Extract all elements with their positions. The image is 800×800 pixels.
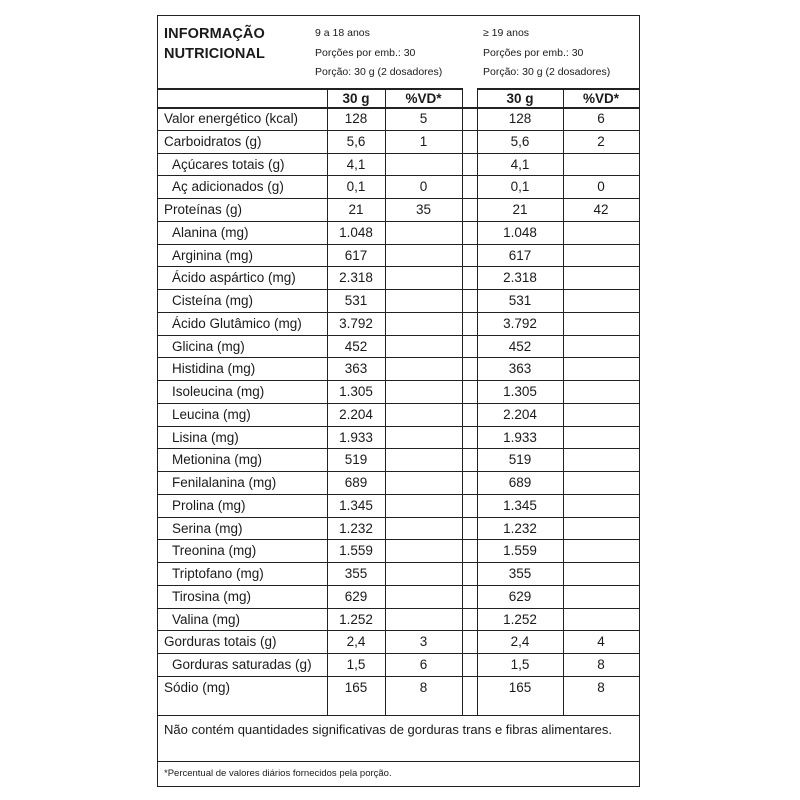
amount-9-18: 1.305 — [339, 384, 373, 399]
daily-value-9-18: 5 — [419, 111, 428, 126]
amount-9-18: 689 — [344, 475, 368, 490]
daily-value-9-18 — [385, 245, 462, 268]
daily-value-19-plus — [563, 540, 639, 563]
nutrient-label: Alanina (mg) — [172, 224, 249, 240]
daily-value-9-18: 3 — [419, 634, 428, 650]
daily-value-19-plus — [563, 495, 639, 518]
title-line-1: INFORMAÇÃO — [164, 26, 265, 42]
nutrient-row — [158, 654, 638, 677]
nutrient-row — [158, 472, 638, 495]
amount-9-18: 452 — [344, 338, 368, 354]
daily-value-9-18 — [385, 563, 462, 586]
nutrient-row — [158, 563, 638, 586]
nutrient-label: Açúcares totais (g) — [172, 156, 285, 172]
nutrient-label: Arginina (mg) — [172, 247, 254, 263]
nutrient-label: Ácido aspártico (mg) — [172, 270, 296, 286]
header-top-rule-right — [477, 88, 639, 90]
daily-value-9-18 — [385, 495, 462, 518]
amount-9-18: 355 — [344, 566, 368, 581]
servings-per-pack-9-18: Porções por emb.: 30 — [315, 46, 416, 59]
amount-9-18: 165 — [344, 679, 368, 695]
amount-19-plus: 1.252 — [503, 611, 537, 627]
nutrient-label: Serina (mg) — [172, 520, 243, 536]
nutrient-label: Prolina (mg) — [172, 497, 246, 513]
amount-19-plus: 128 — [508, 111, 532, 126]
amount-19-plus: 531 — [508, 293, 532, 308]
nutrient-label: Aç adicionados (g) — [172, 179, 284, 195]
nutrient-label: Treonina (mg) — [172, 543, 257, 559]
nutrient-label: Valor energético (kcal) — [164, 111, 299, 126]
amount-9-18: 1,5 — [346, 657, 366, 672]
amount-19-plus: 2.204 — [503, 406, 537, 422]
daily-value-19-plus: 8 — [597, 657, 605, 672]
nutrition-facts-panel — [157, 15, 640, 787]
nutrient-row — [158, 154, 638, 177]
amount-19-plus: 0,1 — [510, 179, 530, 195]
nutrient-row — [158, 586, 638, 609]
amount-19-plus: 2.318 — [503, 270, 537, 286]
trans-fat-note: Não contém quantidades significativas de gorduras trans e fibras alimentares. — [164, 722, 613, 737]
amount-19-plus: 1.933 — [503, 429, 537, 445]
daily-value-19-plus — [563, 404, 639, 427]
nutrient-row — [158, 381, 638, 404]
daily-value-19-plus — [563, 449, 639, 472]
header-vd-19-plus: %VD* — [582, 91, 619, 106]
daily-value-19-plus — [563, 472, 639, 495]
amount-9-18: 1.048 — [339, 224, 373, 240]
nutrient-label: Gorduras saturadas (g) — [172, 657, 312, 672]
amount-19-plus: 21 — [512, 202, 528, 217]
daily-value-9-18 — [385, 609, 462, 632]
daily-value-9-18 — [385, 404, 462, 427]
daily-value-9-18 — [385, 154, 462, 177]
servings-per-pack-19-plus: Porções por emb.: 30 — [483, 46, 584, 59]
table-bottom-rule — [158, 715, 639, 716]
daily-value-19-plus — [563, 290, 639, 313]
nutrient-label: Histidina (mg) — [172, 361, 256, 377]
nutrient-row — [158, 427, 638, 450]
daily-value-19-plus — [563, 358, 639, 381]
nutrient-label: Isoleucina (mg) — [172, 384, 265, 399]
amount-9-18: 2,4 — [346, 634, 366, 650]
nutrient-label: Tirosina (mg) — [172, 588, 252, 604]
amount-9-18: 629 — [344, 588, 368, 604]
daily-value-9-18 — [385, 222, 462, 245]
nutrient-row — [158, 199, 638, 222]
daily-value-19-plus — [563, 518, 639, 541]
nutrient-row — [158, 290, 638, 313]
nutrient-row — [158, 336, 638, 359]
amount-19-plus: 3.792 — [503, 315, 537, 331]
nutrient-row — [158, 449, 638, 472]
daily-value-9-18 — [385, 358, 462, 381]
amount-9-18: 1.933 — [339, 429, 373, 445]
daily-value-19-plus: 8 — [597, 679, 605, 695]
daily-value-19-plus — [563, 245, 639, 268]
amount-19-plus: 617 — [508, 247, 532, 263]
daily-value-19-plus — [563, 563, 639, 586]
note-bottom-rule — [158, 761, 639, 762]
daily-value-19-plus — [563, 586, 639, 609]
nutrient-row — [158, 267, 638, 290]
amount-19-plus: 1.305 — [503, 384, 537, 399]
nutrient-row — [158, 540, 638, 563]
title-line-2: NUTRICIONAL — [164, 46, 265, 62]
nutrient-row — [158, 404, 638, 427]
daily-value-9-18 — [385, 313, 462, 336]
nutrient-row — [158, 313, 638, 336]
daily-value-19-plus — [563, 154, 639, 177]
amount-19-plus: 629 — [508, 588, 532, 604]
daily-value-19-plus: 0 — [597, 179, 605, 195]
daily-value-9-18: 6 — [419, 657, 428, 672]
amount-9-18: 4,1 — [346, 156, 366, 172]
serving-info-9-18 — [315, 24, 442, 83]
daily-value-9-18 — [385, 427, 462, 450]
nutrient-label: Lisina (mg) — [172, 429, 239, 445]
daily-value-19-plus: 4 — [597, 634, 605, 650]
daily-value-9-18: 1 — [419, 133, 428, 149]
amount-9-18: 1.252 — [339, 611, 373, 627]
amount-19-plus: 1.048 — [503, 224, 537, 240]
amount-19-plus: 1,5 — [510, 657, 530, 672]
nutrient-label: Fenilalanina (mg) — [172, 475, 277, 490]
nutrient-row — [158, 631, 638, 654]
daily-value-19-plus — [563, 336, 639, 359]
header-qty-9-18: 30 g — [342, 91, 370, 106]
amount-19-plus: 5,6 — [510, 133, 530, 149]
nutrient-label: Triptofano (mg) — [172, 566, 264, 581]
daily-value-19-plus — [563, 381, 639, 404]
amount-9-18: 2.204 — [339, 406, 373, 422]
amount-9-18: 21 — [348, 202, 364, 217]
daily-value-19-plus — [563, 222, 639, 245]
amount-9-18: 3.792 — [339, 315, 373, 331]
daily-value-9-18 — [385, 336, 462, 359]
amount-19-plus: 2,4 — [510, 634, 530, 650]
nutrient-row — [158, 677, 638, 700]
amount-9-18: 2.318 — [339, 270, 373, 286]
daily-value-9-18 — [385, 586, 462, 609]
daily-value-9-18 — [385, 518, 462, 541]
amount-19-plus: 1.559 — [503, 543, 537, 559]
daily-value-9-18 — [385, 540, 462, 563]
daily-value-19-plus — [563, 267, 639, 290]
header-top-rule-left — [158, 88, 462, 90]
nutrient-label: Ácido Glutâmico (mg) — [172, 315, 302, 331]
serving-size-19-plus: Porção: 30 g (2 dosadores) — [483, 66, 611, 78]
amount-9-18: 531 — [344, 293, 368, 308]
daily-value-9-18 — [385, 449, 462, 472]
amount-9-18: 128 — [344, 111, 368, 126]
amount-19-plus: 519 — [508, 452, 532, 468]
nutrient-table — [158, 108, 638, 700]
amount-19-plus: 4,1 — [510, 156, 530, 172]
nutrient-row — [158, 358, 638, 381]
daily-value-9-18: 0 — [419, 179, 428, 195]
amount-19-plus: 689 — [508, 475, 532, 490]
amount-9-18: 1.345 — [339, 497, 373, 513]
amount-19-plus: 363 — [508, 361, 532, 377]
panel-title — [164, 24, 265, 64]
nutrient-row — [158, 131, 638, 154]
amount-9-18: 519 — [344, 452, 368, 468]
daily-value-19-plus: 42 — [593, 202, 609, 217]
amount-19-plus: 165 — [508, 679, 532, 695]
daily-value-19-plus: 6 — [597, 111, 605, 126]
nutrient-label: Carboidratos (g) — [164, 133, 262, 149]
age-range-19-plus: ≥ 19 anos — [483, 27, 530, 39]
amount-9-18: 1.559 — [339, 543, 373, 559]
serving-info-19-plus — [483, 24, 610, 83]
amount-19-plus: 1.232 — [503, 520, 537, 536]
nutrient-label: Gorduras totais (g) — [164, 634, 277, 650]
nutrient-label: Proteínas (g) — [164, 202, 243, 217]
nutrient-label: Valina (mg) — [172, 611, 241, 627]
amount-19-plus: 1.345 — [503, 497, 537, 513]
header-vd-9-18: %VD* — [405, 91, 442, 106]
header-qty-19-plus: 30 g — [506, 91, 534, 106]
amount-9-18: 0,1 — [346, 179, 366, 195]
nutrient-row — [158, 518, 638, 541]
daily-value-9-18 — [385, 472, 462, 495]
nutrient-row — [158, 108, 638, 131]
age-range-9-18: 9 a 18 anos — [315, 27, 370, 39]
nutrient-label: Metionina (mg) — [172, 452, 263, 468]
daily-value-19-plus — [563, 609, 639, 632]
amount-9-18: 363 — [344, 361, 368, 377]
amount-9-18: 1.232 — [339, 520, 373, 536]
nutrient-label: Glicina (mg) — [172, 338, 245, 354]
daily-value-19-plus — [563, 313, 639, 336]
daily-value-9-18 — [385, 267, 462, 290]
amount-19-plus: 452 — [508, 338, 532, 354]
amount-19-plus: 355 — [508, 566, 532, 581]
daily-value-19-plus: 2 — [597, 133, 605, 149]
amount-9-18: 617 — [344, 247, 368, 263]
nutrient-row — [158, 222, 638, 245]
nutrient-label: Cisteína (mg) — [172, 293, 254, 308]
footnote: *Percentual de valores diários fornecidos pela porção. — [164, 768, 392, 779]
nutrient-row — [158, 609, 638, 632]
serving-size-9-18: Porção: 30 g (2 dosadores) — [315, 66, 443, 78]
nutrient-row — [158, 176, 638, 199]
daily-value-9-18: 8 — [419, 679, 428, 695]
daily-value-9-18 — [385, 290, 462, 313]
daily-value-9-18: 35 — [415, 202, 432, 217]
nutrient-label: Leucina (mg) — [172, 406, 251, 422]
daily-value-19-plus — [563, 427, 639, 450]
nutrient-label: Sódio (mg) — [164, 679, 231, 695]
nutrient-row — [158, 495, 638, 518]
daily-value-9-18 — [385, 381, 462, 404]
amount-9-18: 5,6 — [346, 133, 366, 149]
nutrient-row — [158, 245, 638, 268]
